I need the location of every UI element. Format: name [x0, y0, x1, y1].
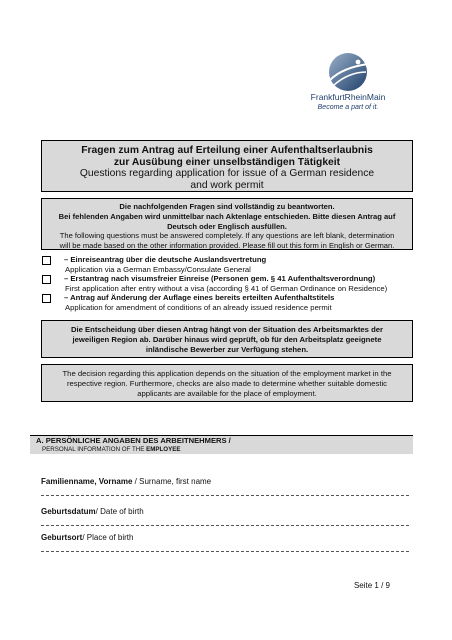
- place-of-birth-input-line[interactable]: [41, 551, 409, 552]
- option-label-german: – Erstantrag nach visumsfreier Einreise (Personen gem. § 41 Aufenthaltsverordnung): [64, 274, 376, 283]
- field-label-english: / Place of birth: [82, 533, 134, 542]
- option-label-german: – Antrag auf Änderung der Auflage eines bereits erteilten Aufenthaltstitels: [64, 293, 335, 302]
- instructions-german-line-3: Deutsch oder Englisch ausfüllen.: [167, 221, 287, 231]
- field-label-german: Familienname, Vorname: [41, 477, 133, 486]
- field-label-german: Geburtsdatum: [41, 507, 96, 516]
- section-a-title-german: A. PERSÖNLICHE ANGABEN DES ARBEITNEHMERS /: [36, 436, 231, 445]
- notice-english-line-2: respective region. Furthermore, checks are also made to determine whether suitable domestic: [66, 379, 388, 388]
- frankfurt-rheinmain-logo: [292, 52, 404, 120]
- option-label-english: First application after entry without a visa (according § 41 of German Ordinance on Residence): [65, 283, 388, 293]
- instructions-box: [41, 198, 413, 250]
- field-label: [41, 477, 413, 487]
- field-label-english: / Date of birth: [95, 507, 144, 516]
- surname-input-line[interactable]: [41, 495, 409, 496]
- instructions-german-line-2: Bei fehlenden Angaben wird unmittelbar nach Aktenlage entschieden. Bitte diesen Antrag auf: [58, 211, 396, 221]
- title-english-line-1: Questions regarding application for issue of a German residence: [79, 168, 375, 179]
- application-type-options: [41, 255, 413, 312]
- option-embassy-application: [41, 255, 413, 274]
- title-english-line-2: and work permit: [190, 179, 264, 191]
- option-visa-free-entry: [41, 274, 413, 293]
- notice-english-line-3: applicants are available for the place of employment.: [137, 389, 317, 398]
- instructions-german-line-1: Die nachfolgenden Fragen sind vollständig zu beantworten.: [119, 202, 335, 211]
- checkbox-embassy-application[interactable]: [42, 256, 51, 265]
- field-place-of-birth: [41, 533, 413, 552]
- logo-globe-icon: [322, 52, 374, 92]
- instructions-english-line-1: The following questions must be answered completely. If any questions are left blank, determination: [59, 231, 395, 241]
- notice-german-line-2: jeweiligen Region ab. Darüber hinaus wird geprüft, ob für den Arbeitsplatz geeignete: [72, 335, 382, 344]
- section-a-header: [30, 435, 413, 454]
- page-number: Seite 1 / 9: [353, 581, 390, 590]
- title-german-line-2: zur Ausübung einer unselbständigen Tätigkeit: [113, 156, 341, 168]
- instructions-english-line-2: will be made based on the other information provided. Please fill out this form in English or German.: [59, 241, 395, 251]
- title-german-line-1: Fragen zum Antrag auf Erteilung einer Aufenthaltserlaubnis: [81, 145, 373, 156]
- field-label: [41, 533, 413, 543]
- notice-english-line-1: The decision regarding this application depends on the situation of the employment market in the: [62, 369, 392, 378]
- section-a-title-english-bold: EMPLOYEE: [146, 445, 181, 453]
- field-label-english: / Surname, first name: [132, 477, 212, 486]
- logo-tagline: Become a part of it.: [317, 104, 379, 111]
- notice-german-line-1: Die Entscheidung über diesen Antrag hängt von der Situation des Arbeitsmarktes der: [70, 325, 384, 334]
- form-title-box: [41, 140, 413, 192]
- section-a-title-english: [36, 446, 413, 454]
- date-of-birth-input-line[interactable]: [41, 525, 409, 526]
- option-label-german: – Einreiseantrag über die deutsche Auslandsvertretung: [64, 255, 267, 264]
- option-amendment: [41, 293, 413, 312]
- option-label-english: Application via a German Embassy/Consulate General: [65, 264, 251, 274]
- checkbox-visa-free-entry[interactable]: [42, 275, 51, 284]
- labour-market-notice-german: [41, 320, 413, 358]
- labour-market-notice-english: [41, 364, 413, 402]
- field-date-of-birth: [41, 507, 413, 526]
- logo-name: FrankfurtRheinMain: [310, 92, 386, 102]
- section-a-title-english-prefix: PERSONAL INFORMATION OF THE: [42, 445, 147, 453]
- option-label-english: Application for amendment of conditions of an already issued residence permit: [65, 302, 332, 312]
- field-label: [41, 507, 413, 517]
- field-label-german: Geburtsort: [41, 533, 83, 542]
- field-surname-first-name: [41, 477, 413, 496]
- notice-german-line-3: inländische Bewerber zur Verfügung stehen.: [145, 345, 309, 354]
- checkbox-amendment[interactable]: [42, 294, 51, 303]
